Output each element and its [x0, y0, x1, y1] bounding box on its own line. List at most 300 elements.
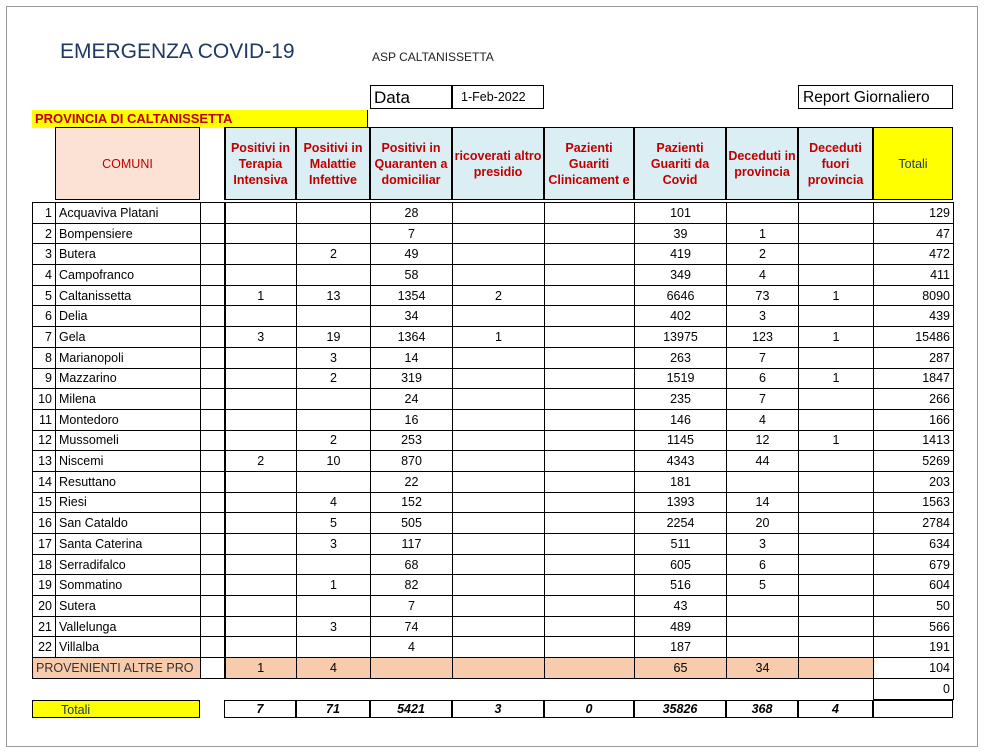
cell-ricoverati: [453, 554, 545, 575]
cell-totali: 634: [874, 534, 954, 555]
cell-deceduti-provincia: 1: [727, 223, 799, 244]
cell-ricoverati: [453, 265, 545, 286]
asp-label: ASP CALTANISSETTA: [372, 50, 494, 64]
row-number: 20: [33, 596, 56, 617]
cell-terapia: [225, 430, 297, 451]
cell-malattie: [297, 471, 371, 492]
spacer-cell: [201, 471, 225, 492]
cell-deceduti-provincia: 2: [727, 244, 799, 265]
cell-malattie: [297, 265, 371, 286]
cell-totali: 203: [874, 471, 954, 492]
cell-quarantena: 74: [371, 616, 453, 637]
cell-malattie: 2: [297, 430, 371, 451]
total-terapia: 7: [224, 700, 296, 718]
cell-guariti-clinicamente: [545, 575, 635, 596]
table-row: [33, 492, 954, 513]
cell-quarantena: 319: [371, 368, 453, 389]
table-row: [33, 285, 954, 306]
cell-terapia: [225, 554, 297, 575]
spacer-cell: [201, 575, 225, 596]
table-row: [33, 616, 954, 637]
cell-guariti-clinicamente: [545, 409, 635, 430]
comune-name: Delia: [56, 306, 201, 327]
provenienti-row: [33, 658, 954, 679]
cell-deceduti-provincia: [727, 616, 799, 637]
cell-deceduti-provincia: [727, 471, 799, 492]
cell-ricoverati: [453, 492, 545, 513]
cell-terapia: [225, 534, 297, 555]
table-row: [33, 430, 954, 451]
cell-quarantena: 870: [371, 451, 453, 472]
cell-terapia: [225, 203, 297, 224]
cell-deceduti-provincia: 6: [727, 554, 799, 575]
cell-guariti-covid: 101: [635, 203, 727, 224]
cell-deceduti-fuori: 1: [799, 368, 874, 389]
cell-guariti-clinicamente: [545, 534, 635, 555]
cell-ricoverati: [453, 534, 545, 555]
cell-guariti-covid: 1519: [635, 368, 727, 389]
report-box: [798, 85, 953, 109]
comune-name: Milena: [56, 389, 201, 410]
cell-deceduti-fuori: [799, 534, 874, 555]
cell-deceduti-provincia: 4: [727, 265, 799, 286]
spacer-cell: [201, 430, 225, 451]
cell-deceduti-provincia: 6: [727, 368, 799, 389]
cell-ricoverati: [453, 616, 545, 637]
cell-malattie: 5: [297, 513, 371, 534]
table-row: [33, 471, 954, 492]
cell-deceduti-provincia: 3: [727, 306, 799, 327]
provenienti-deceduti-fuori: [799, 658, 874, 679]
spacer-cell: [201, 306, 225, 327]
cell-quarantena: 34: [371, 306, 453, 327]
cell-guariti-clinicamente: [545, 513, 635, 534]
spacer-cell: [201, 616, 225, 637]
cell-deceduti-fuori: 1: [799, 327, 874, 348]
cell-ricoverati: [453, 203, 545, 224]
provenienti-deceduti-provincia: 34: [727, 658, 799, 679]
cell-deceduti-fuori: [799, 596, 874, 617]
cell-malattie: [297, 223, 371, 244]
comune-name: Sommatino: [56, 575, 201, 596]
cell-guariti-clinicamente: [545, 430, 635, 451]
cell-ricoverati: [453, 430, 545, 451]
cell-quarantena: 253: [371, 430, 453, 451]
spacer-cell: [201, 451, 225, 472]
cell-deceduti-fuori: 1: [799, 285, 874, 306]
cell-ricoverati: [453, 596, 545, 617]
cell-deceduti-provincia: 5: [727, 575, 799, 596]
cell-quarantena: 1354: [371, 285, 453, 306]
cell-guariti-covid: 402: [635, 306, 727, 327]
cell-totali: 191: [874, 637, 954, 658]
cell-terapia: [225, 265, 297, 286]
cell-deceduti-fuori: [799, 306, 874, 327]
cell-deceduti-fuori: [799, 616, 874, 637]
row-number: 5: [33, 285, 56, 306]
cell-quarantena: 49: [371, 244, 453, 265]
cell-terapia: [225, 409, 297, 430]
row-number: 16: [33, 513, 56, 534]
cell-deceduti-fuori: [799, 471, 874, 492]
cell-ricoverati: [453, 513, 545, 534]
cell-deceduti-provincia: 14: [727, 492, 799, 513]
row-number: 22: [33, 637, 56, 658]
cell-terapia: [225, 616, 297, 637]
cell-terapia: [225, 368, 297, 389]
cell-ricoverati: [453, 347, 545, 368]
row-number: 19: [33, 575, 56, 596]
cell-malattie: 2: [297, 368, 371, 389]
cell-terapia: 3: [225, 327, 297, 348]
row-number: 15: [33, 492, 56, 513]
cell-totali: 5269: [874, 451, 954, 472]
cell-totali: 411: [874, 265, 954, 286]
row-number: 9: [33, 368, 56, 389]
cell-guariti-clinicamente: [545, 306, 635, 327]
cell-deceduti-provincia: 4: [727, 409, 799, 430]
row-number: 14: [33, 471, 56, 492]
cell-deceduti-fuori: [799, 265, 874, 286]
comune-name: Acquaviva Platani: [56, 203, 201, 224]
cell-terapia: [225, 637, 297, 658]
cell-guariti-clinicamente: [545, 389, 635, 410]
cell-guariti-covid: 489: [635, 616, 727, 637]
header-quarantena: Positivi in Quaranten a domiciliar: [370, 127, 452, 200]
cell-totali: 1563: [874, 492, 954, 513]
provenienti-guariti-covid: 65: [635, 658, 727, 679]
spacer-cell: [201, 513, 225, 534]
cell-ricoverati: [453, 471, 545, 492]
cell-guariti-covid: 605: [635, 554, 727, 575]
cell-ricoverati: [453, 306, 545, 327]
cell-quarantena: 16: [371, 409, 453, 430]
spacer-cell: [201, 554, 225, 575]
comune-name: Marianopoli: [56, 347, 201, 368]
cell-guariti-covid: 263: [635, 347, 727, 368]
spacer-cell: [201, 492, 225, 513]
row-number: 7: [33, 327, 56, 348]
cell-malattie: 4: [297, 492, 371, 513]
cell-totali: 679: [874, 554, 954, 575]
row-number: 17: [33, 534, 56, 555]
cell-ricoverati: [453, 223, 545, 244]
cell-totali: 47: [874, 223, 954, 244]
cell-guariti-covid: 2254: [635, 513, 727, 534]
comune-name: Mazzarino: [56, 368, 201, 389]
comune-name: Riesi: [56, 492, 201, 513]
comune-name: Montedoro: [56, 409, 201, 430]
cell-totali: 566: [874, 616, 954, 637]
cell-malattie: [297, 554, 371, 575]
cell-ricoverati: [453, 368, 545, 389]
comune-name: Resuttano: [56, 471, 201, 492]
provincia-banner: PROVINCIA DI CALTANISSETTA: [32, 110, 368, 128]
cell-terapia: [225, 347, 297, 368]
cell-quarantena: 22: [371, 471, 453, 492]
cell-guariti-clinicamente: [545, 285, 635, 306]
table-row: [33, 306, 954, 327]
spacer-cell: [201, 534, 225, 555]
cell-terapia: 2: [225, 451, 297, 472]
cell-guariti-covid: 181: [635, 471, 727, 492]
cell-quarantena: 82: [371, 575, 453, 596]
cell-deceduti-fuori: [799, 575, 874, 596]
header-malattie-infettive: Positivi in Malattie Infettive: [296, 127, 370, 200]
cell-guariti-clinicamente: [545, 223, 635, 244]
spacer-cell: [201, 368, 225, 389]
cell-totali: 50: [874, 596, 954, 617]
total-ricoverati: 3: [452, 700, 544, 718]
cell-deceduti-fuori: [799, 554, 874, 575]
cell-guariti-clinicamente: [545, 244, 635, 265]
cell-deceduti-provincia: [727, 637, 799, 658]
row-number: 8: [33, 347, 56, 368]
cell-quarantena: 7: [371, 596, 453, 617]
page-title: EMERGENZA COVID-19: [60, 40, 295, 63]
cell-ricoverati: [453, 409, 545, 430]
header-comuni: COMUNI: [55, 127, 200, 200]
comune-name: Caltanissetta: [56, 285, 201, 306]
provenienti-label: PROVENIENTI ALTRE PRO: [33, 658, 201, 679]
cell-deceduti-provincia: 12: [727, 430, 799, 451]
cell-deceduti-provincia: 20: [727, 513, 799, 534]
cell-guariti-covid: 13975: [635, 327, 727, 348]
date-label: Data: [374, 88, 410, 107]
cell-guariti-clinicamente: [545, 203, 635, 224]
cell-guariti-clinicamente: [545, 596, 635, 617]
table-row: [33, 223, 954, 244]
comune-name: Vallelunga: [56, 616, 201, 637]
cell-deceduti-fuori: [799, 389, 874, 410]
cell-totali: 604: [874, 575, 954, 596]
row-number: 11: [33, 409, 56, 430]
cell-malattie: 3: [297, 616, 371, 637]
cell-guariti-clinicamente: [545, 327, 635, 348]
cell-malattie: 1: [297, 575, 371, 596]
total-quarantena: 5421: [370, 700, 452, 718]
cell-guariti-covid: 511: [635, 534, 727, 555]
cell-malattie: 2: [297, 244, 371, 265]
cell-deceduti-fuori: [799, 244, 874, 265]
cell-quarantena: 117: [371, 534, 453, 555]
spacer-cell: [201, 658, 225, 679]
cell-malattie: 19: [297, 327, 371, 348]
cell-totali: 439: [874, 306, 954, 327]
spacer-cell: [201, 244, 225, 265]
cell-deceduti-provincia: [727, 203, 799, 224]
comune-name: Mussomeli: [56, 430, 201, 451]
data-table: [32, 202, 954, 700]
cell-deceduti-fuori: [799, 223, 874, 244]
cell-totali: 1413: [874, 430, 954, 451]
table-row: [33, 368, 954, 389]
cell-ricoverati: [453, 575, 545, 596]
table-row: [33, 409, 954, 430]
total-guariti-covid: 35826: [634, 700, 726, 718]
row-number: 12: [33, 430, 56, 451]
cell-malattie: [297, 596, 371, 617]
cell-totali: 129: [874, 203, 954, 224]
cell-guariti-covid: 43: [635, 596, 727, 617]
cell-guariti-covid: 419: [635, 244, 727, 265]
cell-guariti-clinicamente: [545, 347, 635, 368]
header-totali: Totali: [873, 127, 953, 200]
total-totali-empty: [873, 700, 953, 718]
table-row: [33, 265, 954, 286]
cell-guariti-covid: 1393: [635, 492, 727, 513]
cell-terapia: [225, 596, 297, 617]
cell-malattie: [297, 409, 371, 430]
spacer-cell: [201, 327, 225, 348]
cell-guariti-covid: 1145: [635, 430, 727, 451]
cell-deceduti-fuori: 1: [799, 430, 874, 451]
row-number: 13: [33, 451, 56, 472]
cell-totali: 2784: [874, 513, 954, 534]
cell-quarantena: 58: [371, 265, 453, 286]
cell-totali: 266: [874, 389, 954, 410]
cell-guariti-clinicamente: [545, 451, 635, 472]
cell-deceduti-fuori: [799, 347, 874, 368]
spacer-cell: [201, 347, 225, 368]
cell-malattie: [297, 637, 371, 658]
row-number: 18: [33, 554, 56, 575]
total-deceduti-provincia: 368: [726, 700, 798, 718]
cell-terapia: [225, 513, 297, 534]
cell-quarantena: 7: [371, 223, 453, 244]
row-number: 4: [33, 265, 56, 286]
cell-deceduti-provincia: 73: [727, 285, 799, 306]
cell-ricoverati: [453, 637, 545, 658]
cell-deceduti-fuori: [799, 451, 874, 472]
cell-malattie: [297, 306, 371, 327]
cell-guariti-clinicamente: [545, 554, 635, 575]
provenienti-malattie: 4: [297, 658, 371, 679]
cell-deceduti-provincia: 123: [727, 327, 799, 348]
comune-name: Butera: [56, 244, 201, 265]
cell-ricoverati: 1: [453, 327, 545, 348]
cell-ricoverati: [453, 389, 545, 410]
spacer-cell: [201, 637, 225, 658]
cell-deceduti-provincia: [727, 596, 799, 617]
row-number: 10: [33, 389, 56, 410]
cell-terapia: [225, 223, 297, 244]
totali-label: Totali: [32, 700, 200, 718]
cell-guariti-covid: 349: [635, 265, 727, 286]
comune-name: Bompensiere: [56, 223, 201, 244]
cell-malattie: [297, 389, 371, 410]
cell-terapia: [225, 492, 297, 513]
table-body: [33, 203, 954, 700]
table-row: [33, 451, 954, 472]
table-row: [33, 575, 954, 596]
cell-guariti-covid: 516: [635, 575, 727, 596]
row-number: 1: [33, 203, 56, 224]
date-value-box: [452, 85, 544, 109]
cell-quarantena: 14: [371, 347, 453, 368]
cell-quarantena: 4: [371, 637, 453, 658]
cell-totali: 8090: [874, 285, 954, 306]
date-label-box: [370, 85, 452, 109]
provenienti-terapia: 1: [225, 658, 297, 679]
spacer-cell: [201, 265, 225, 286]
row-number: 21: [33, 616, 56, 637]
cell-deceduti-provincia: 7: [727, 389, 799, 410]
table-row: [33, 244, 954, 265]
spacer-cell: [201, 203, 225, 224]
cell-terapia: [225, 471, 297, 492]
cell-guariti-clinicamente: [545, 368, 635, 389]
header-ricoverati: ricoverati altro presidio: [452, 127, 544, 200]
spacer-cell: [201, 409, 225, 430]
cell-deceduti-provincia: 7: [727, 347, 799, 368]
cell-terapia: [225, 306, 297, 327]
spacer-cell: [201, 223, 225, 244]
cell-deceduti-fuori: [799, 409, 874, 430]
comune-name: Sutera: [56, 596, 201, 617]
row-number: 6: [33, 306, 56, 327]
cell-ricoverati: [453, 451, 545, 472]
row-number: 2: [33, 223, 56, 244]
comune-name: Campofranco: [56, 265, 201, 286]
comune-name: Villalba: [56, 637, 201, 658]
date-value: 1-Feb-2022: [461, 90, 526, 104]
provenienti-guariti-clinicamente: [545, 658, 635, 679]
header-guariti-covid: Pazienti Guariti da Covid: [634, 127, 726, 200]
cell-quarantena: 28: [371, 203, 453, 224]
cell-totali: 472: [874, 244, 954, 265]
cell-totali: 15486: [874, 327, 954, 348]
spacer-cell: [201, 389, 225, 410]
extra-total-value: 0: [874, 678, 954, 699]
total-guariti-clinicamente: 0: [544, 700, 634, 718]
cell-malattie: 3: [297, 347, 371, 368]
table-row: [33, 389, 954, 410]
comune-name: San Cataldo: [56, 513, 201, 534]
cell-terapia: [225, 575, 297, 596]
blank-cell: [33, 678, 874, 699]
cell-deceduti-provincia: 3: [727, 534, 799, 555]
cell-totali: 287: [874, 347, 954, 368]
cell-terapia: [225, 244, 297, 265]
cell-guariti-clinicamente: [545, 637, 635, 658]
table-row: [33, 513, 954, 534]
cell-terapia: [225, 389, 297, 410]
cell-malattie: 10: [297, 451, 371, 472]
cell-totali: 1847: [874, 368, 954, 389]
header-guariti-clinicamente: Pazienti Guariti Clinicament e: [544, 127, 634, 200]
table-row: [33, 596, 954, 617]
extra-total-row: [33, 678, 954, 699]
cell-quarantena: 1364: [371, 327, 453, 348]
comune-name: Gela: [56, 327, 201, 348]
comune-name: Santa Caterina: [56, 534, 201, 555]
provenienti-ricoverati: [453, 658, 545, 679]
table-row: [33, 347, 954, 368]
table-row: [33, 637, 954, 658]
header-deceduti-fuori: Deceduti fuori provincia: [798, 127, 873, 200]
spacer-cell: [201, 285, 225, 306]
cell-deceduti-provincia: 44: [727, 451, 799, 472]
total-deceduti-fuori: 4: [798, 700, 873, 718]
cell-deceduti-fuori: [799, 492, 874, 513]
provenienti-quarantena: [371, 658, 453, 679]
cell-guariti-clinicamente: [545, 471, 635, 492]
cell-guariti-clinicamente: [545, 265, 635, 286]
cell-guariti-clinicamente: [545, 616, 635, 637]
row-number: 3: [33, 244, 56, 265]
comune-name: Niscemi: [56, 451, 201, 472]
